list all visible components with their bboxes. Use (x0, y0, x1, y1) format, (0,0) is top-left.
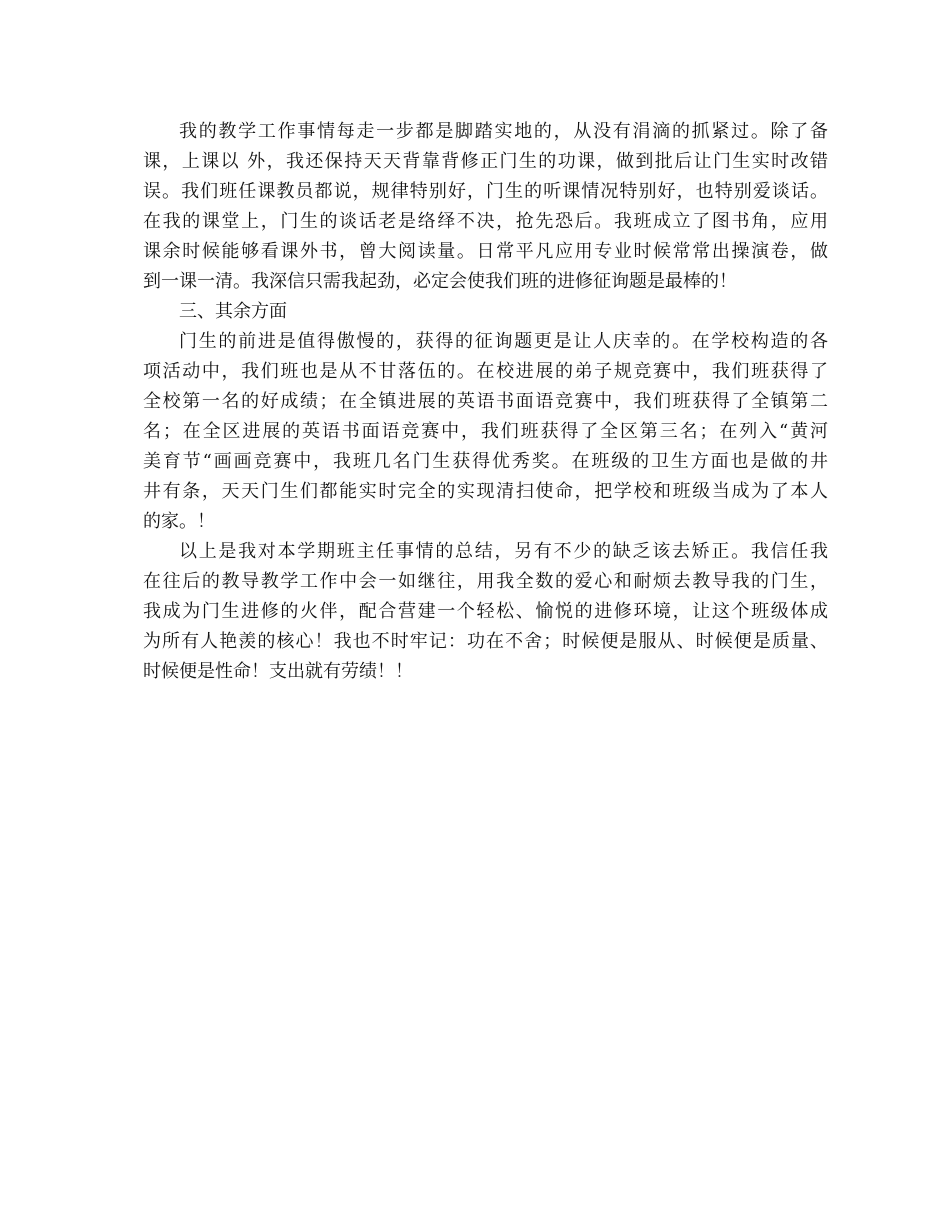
text-line: 全校第一名的好成绩；在全镇进展的英语书面语竞赛中，我们班获得了全镇第二 (143, 391, 828, 412)
text-line: 项活动中，我们班也是从不甘落伍的。在校进展的弟子规竞赛中，我们班获得了 (143, 361, 828, 382)
text-line: 名；在全区进展的英语书面语竞赛中，我们班获得了全区第三名；在列入“黄河 (143, 421, 828, 442)
paragraph-summary (143, 537, 828, 687)
section-heading-text: 三、其余方面 (179, 301, 287, 322)
paragraph-teaching (143, 117, 828, 297)
text-line: 在我的课堂上，门生的谈话老是络绎不决，抢先恐后。我班成立了图书角，应用 (143, 211, 828, 232)
text-line: 误。我们班任课教员都说，规律特别好，门生的听课情况特别好，也特别爱谈话。 (143, 181, 828, 202)
text-line: 的家。！ (143, 511, 215, 532)
text-line: 课余时候能够看课外书，曾大阅读量。日常平凡应用专业时候常常出操演卷，做 (143, 241, 828, 262)
section-heading (143, 297, 828, 327)
text-line: 我的教学工作事情每走一步都是脚踏实地的，从没有涓滴的抓紧过。除了备 (179, 121, 828, 142)
text-line: 到一课一清。我深信只需我起劲，必定会使我们班的进修征询题是最棒的！ (143, 271, 737, 292)
document-body (143, 117, 828, 687)
text-line: 美育节“画画竞赛中，我班几名门生获得优秀奖。在班级的卫生方面也是做的井 (143, 451, 828, 472)
text-line: 门生的前进是值得傲慢的，获得的征询题更是让人庆幸的。在学校构造的各 (179, 331, 828, 352)
text-line: 为所有人艳羡的核心！我也不时牢记：功在不舍；时候便是服从、时候便是质量、 (143, 631, 828, 652)
text-line: 课，上课以 外，我还保持天天背靠背修正门生的功课，做到批后让门生实时改错 (143, 151, 828, 172)
text-line: 以上是我对本学期班主任事情的总结，另有不少的缺乏该去矫正。我信任我 (179, 541, 828, 562)
text-line: 井有条，天天门生们都能实时完全的实现清扫使命，把学校和班级当成为了本人 (143, 481, 828, 502)
text-line: 我成为门生进修的火伴，配合营建一个轻松、愉悦的进修环境，让这个班级体成 (143, 601, 828, 622)
text-line: 在往后的教导教学工作中会一如继往，用我全数的爱心和耐烦去教导我的门生， (143, 571, 828, 592)
paragraph-achievements (143, 327, 828, 537)
text-line: 时候便是性命！支出就有劳绩！！ (143, 661, 413, 682)
